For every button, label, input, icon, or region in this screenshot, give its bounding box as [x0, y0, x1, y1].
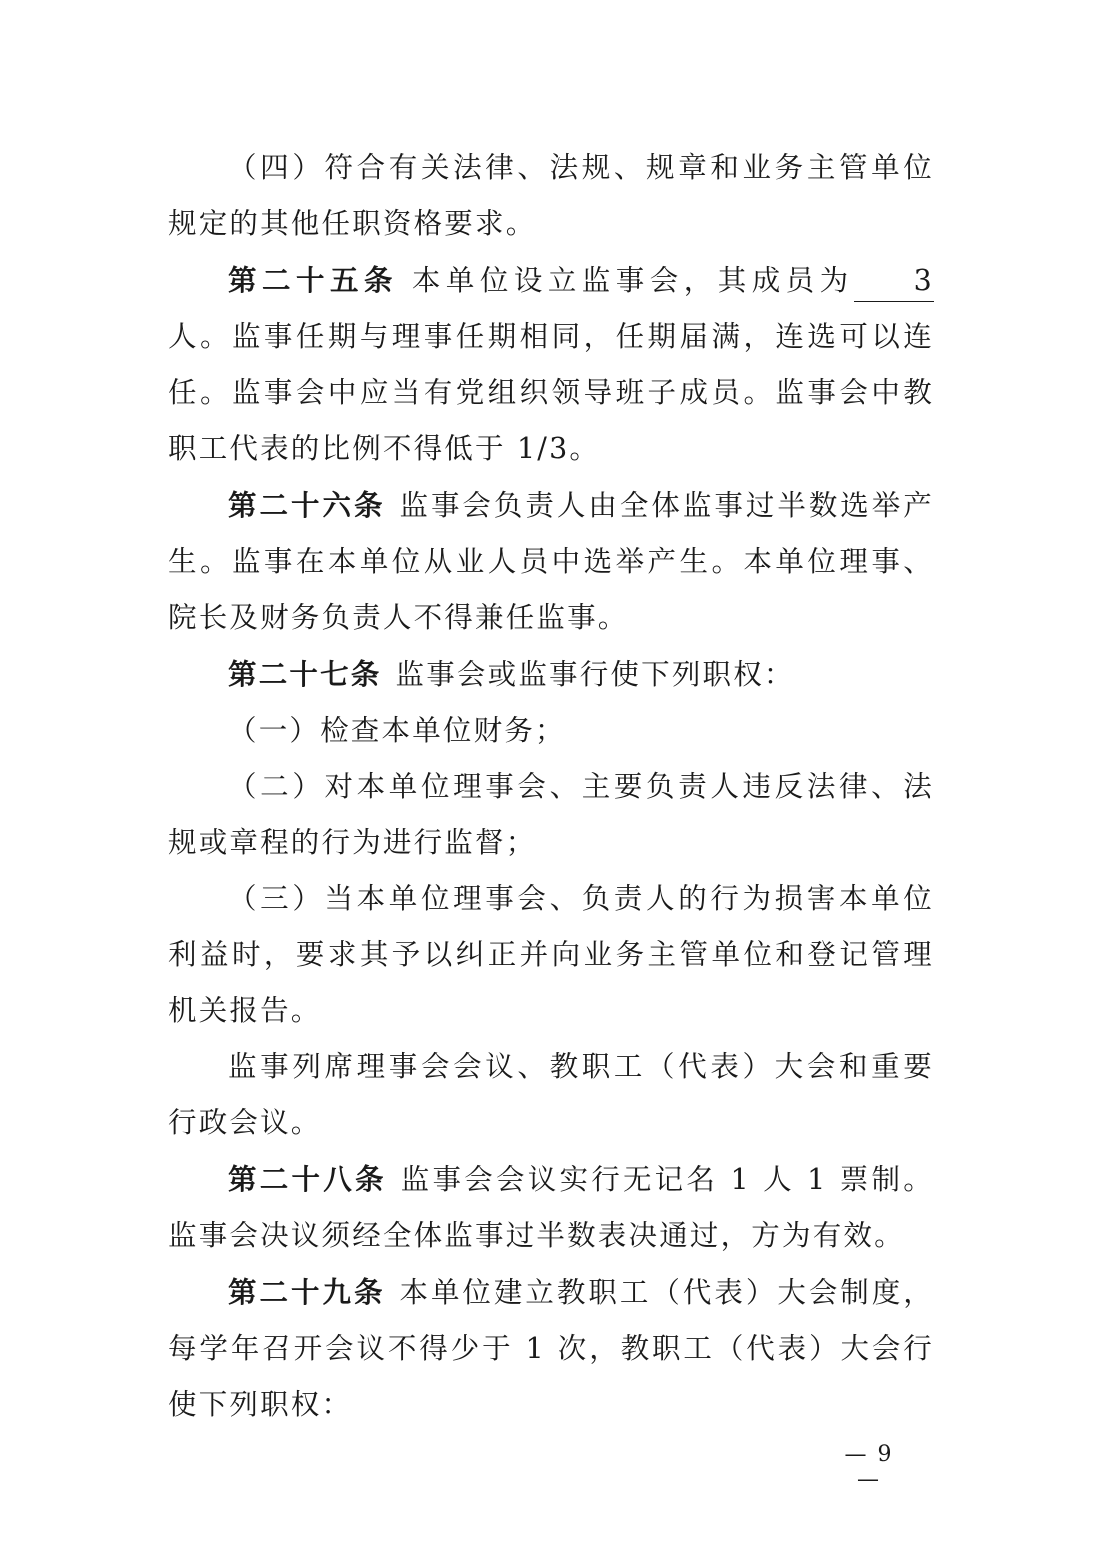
article-25-text-before: 本单位设立监事会，其成员为	[411, 264, 854, 297]
article-29-title: 第二十九条	[228, 1275, 386, 1309]
paragraph-supervisor-attendance: 监事列席理事会会议、教职工（代表）大会和重要行政会议。	[168, 1050, 934, 1139]
article-25-title: 第二十五条	[228, 263, 398, 297]
article-27-title: 第二十七条	[228, 657, 382, 691]
article-26	[168, 477, 934, 646]
article-27-item-2: （二）对本单位理事会、主要负责人违反法律、法规或章程的行为进行监督；	[168, 770, 934, 859]
article-26-title: 第二十六条	[228, 488, 386, 522]
article-27	[168, 646, 934, 703]
article-29-text: 本单位建立教职工（代表）大会制度，每学年召开会议不得少于 1 次，教职工（代表）大会行使下列职权：	[168, 1276, 934, 1421]
article-25-text-after: 人。监事任期与理事任期相同，任期届满，连选可以连任。监事会中应当有党组织领导班子成员。监事会中教职工代表的比例不得低于 1/3。	[168, 320, 934, 465]
article-26-text: 监事会负责人由全体监事过半数选举产生。监事在本单位从业人员中选举产生。本单位理事、院长及财务负责人不得兼任监事。	[168, 489, 934, 634]
article-28	[168, 1151, 934, 1264]
article-27-item-3: （三）当本单位理事会、负责人的行为损害本单位利益时，要求其予以纠正并向业务主管单位和登记管理机关报告。	[168, 882, 934, 1027]
article-27-item-1: （一）检查本单位财务；	[228, 714, 566, 747]
paragraph-qualification-4: （四）符合有关法律、法规、规章和业务主管单位规定的其他任职资格要求。	[168, 151, 934, 240]
article-29	[168, 1264, 934, 1433]
article-28-text: 监事会会议实行无记名 1 人 1 票制。监事会决议须经全体监事过半数表决通过，方为有效。	[168, 1163, 934, 1252]
article-28-title: 第二十八条	[228, 1162, 387, 1196]
supervisor-count: 3	[854, 261, 934, 302]
article-25	[168, 252, 934, 477]
article-27-text: 监事会或监事行使下列职权：	[395, 658, 795, 691]
document-body	[168, 140, 934, 1433]
page-number: — 9 —	[844, 1442, 894, 1492]
